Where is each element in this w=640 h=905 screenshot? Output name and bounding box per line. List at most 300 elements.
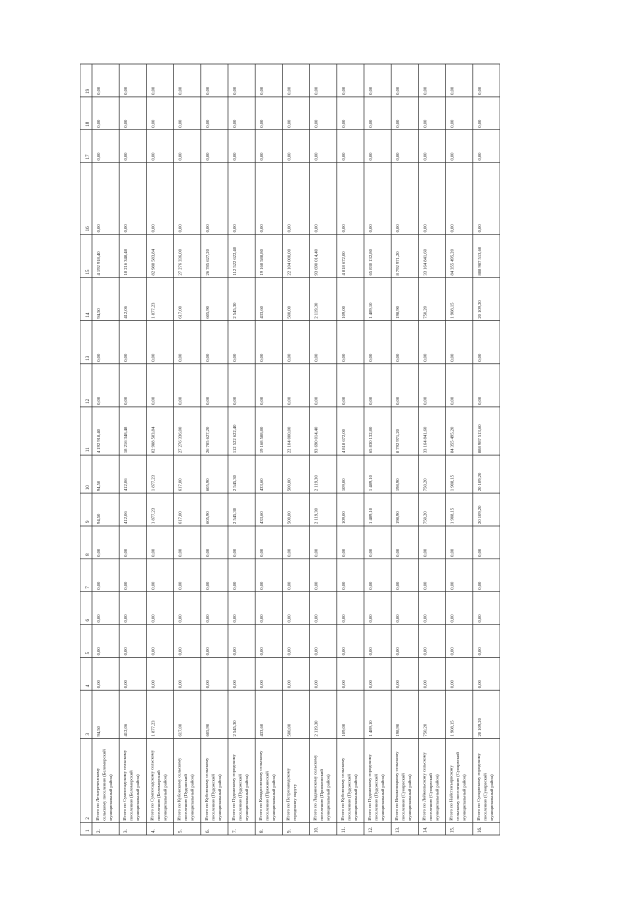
table-cell: 0,00 [177, 224, 183, 233]
table-cell: 109,00 [340, 478, 346, 492]
table-cell: 0,00 [123, 119, 129, 128]
table-cell: 0,00 [123, 86, 129, 95]
table-cell: 198,90 [395, 511, 401, 524]
table-cell: 750,20 [422, 478, 428, 492]
table-cell: 0,00 [123, 614, 129, 623]
table-cell: 0,00 [313, 152, 319, 161]
table-cell: 0,00 [204, 86, 210, 95]
table-cell: 0,00 [96, 86, 101, 95]
table-cell: 0,00 [340, 224, 346, 233]
row-number: 9. [287, 829, 293, 833]
table-cell: 0,00 [476, 396, 482, 405]
table-cell: 433,60 [259, 723, 265, 737]
table-cell: 0,00 [340, 86, 346, 95]
rotated-data-table [80, 62, 500, 837]
row-number: 4. [151, 829, 157, 833]
municipality-name: муниципальный район) [380, 774, 385, 821]
table-cell: 0,00 [96, 581, 101, 590]
table-cell: 0,00 [232, 581, 237, 590]
table-cell: 0,00 [286, 581, 292, 590]
table-cell: 0,00 [96, 353, 101, 362]
table-cell: 198,90 [395, 478, 401, 492]
table-cell: 0,00 [340, 647, 346, 656]
table-cell: 0,00 [177, 353, 183, 362]
table-cell: 0,00 [422, 396, 428, 405]
table-cell: 0,00 [422, 548, 428, 557]
table-cell: 84 355 495,20 [449, 249, 455, 276]
table-cell: 0,00 [368, 396, 373, 405]
column-number: 11 [86, 447, 91, 453]
column-number: 8 [86, 553, 91, 556]
table-cell: 22 104 000,00 [286, 426, 292, 454]
table-cell: 750,20 [422, 306, 428, 319]
municipality-name: Итого по Киндасовскому сельскому [258, 750, 264, 821]
municipality-name: поселению (Пудожский [373, 774, 379, 821]
table-cell: 0,00 [259, 680, 265, 689]
table-cell: 1 908,15 [449, 475, 455, 492]
table-cell: 0,00 [123, 152, 129, 161]
table-cell: 22 104 000,00 [286, 249, 292, 276]
table-cell: 0,00 [96, 152, 101, 161]
row-number: 15. [450, 826, 456, 833]
table-cell: 0,00 [340, 119, 346, 128]
column-number: 19 [86, 88, 91, 94]
table-cell: 750,20 [422, 723, 428, 737]
table-cell: 0,00 [150, 581, 156, 590]
table-cell: 0,00 [123, 548, 129, 557]
column-number: 16 [86, 226, 91, 232]
column-number: 12 [86, 398, 91, 404]
municipality-name: поселению (Пудожский [183, 774, 189, 821]
table-cell: 0,00 [449, 152, 455, 161]
table-cell: 1 489,10 [368, 507, 373, 524]
table-cell: 0,00 [476, 680, 482, 689]
table-cell: 0,00 [204, 353, 210, 362]
table-cell: 1 877,23 [150, 302, 156, 319]
municipality-name: муниципальный район) [407, 774, 413, 821]
table-cell: 0,00 [313, 614, 319, 623]
row-number: 11. [341, 826, 347, 833]
municipality-name: муниципальный район) [434, 774, 440, 821]
table-cell: 84 355 495,20 [449, 426, 455, 454]
municipality-name: Итого по Сумпосадскому сельскому [149, 749, 155, 821]
table-cell: 8 792 971,20 [395, 251, 401, 276]
column-number: 3 [86, 732, 91, 736]
municipality-name: поселению (Пряжинский [264, 771, 270, 821]
table-cell: 0,00 [476, 86, 482, 95]
table-cell: 33 164 841,60 [422, 249, 428, 276]
table-cell: 1 877,23 [150, 475, 156, 492]
row-number: 10. [314, 826, 320, 833]
table-cell: 0,00 [96, 548, 101, 557]
column-number: 1 [86, 829, 91, 832]
table-cell: 0,00 [177, 119, 183, 128]
table-cell: 0,00 [395, 614, 401, 623]
table-cell: 617,00 [177, 478, 183, 492]
table-cell: 0,00 [150, 647, 156, 656]
table-cell: 4 818 672,00 [340, 251, 346, 276]
table-cell: 0,00 [286, 614, 292, 623]
municipality-name: муниципальный район) [162, 774, 168, 821]
table-cell: 0,00 [150, 353, 156, 362]
table-cell: 0,00 [395, 119, 401, 128]
table-cell: 0,00 [150, 614, 156, 623]
municipality-name: Итого по Найстенъярвскому [448, 765, 454, 821]
column-number: 4 [86, 684, 91, 688]
municipality-name: муниципальный район) [244, 774, 249, 821]
table-cell: 0,00 [259, 647, 265, 656]
table-cell: 0,00 [422, 152, 428, 161]
table-cell: 0,00 [286, 647, 292, 656]
table-cell: 0,00 [96, 396, 101, 405]
table-cell: 0,00 [449, 396, 455, 405]
table-cell: 109,00 [340, 723, 346, 737]
municipality-name: муниципальный район) [461, 774, 467, 821]
table-cell: 26 785 627,20 [204, 426, 210, 454]
table-cell: 0,00 [368, 353, 373, 362]
table-cell: 0,00 [449, 647, 455, 656]
table-cell: 0,00 [177, 680, 183, 689]
table-cell: 0,00 [449, 119, 455, 128]
municipality-name: Итого по Петрозаводскому [285, 768, 291, 821]
table-cell: 0,00 [368, 119, 373, 128]
table-cell: 1 489,10 [368, 302, 373, 319]
table-cell: 93 690 014,40 [313, 249, 319, 276]
table-cell: 0,00 [96, 680, 101, 689]
municipality-name: поселению (Беломорский [128, 770, 134, 821]
table-cell: 0,00 [449, 614, 455, 623]
table-cell: 33 164 841,60 [422, 426, 428, 454]
table-cell: 0,00 [232, 396, 237, 405]
municipality-name: Итого по Пудожскому городскому [231, 754, 236, 821]
table-cell: 0,00 [395, 680, 401, 689]
table-cell: 94,50 [96, 726, 101, 737]
table-cell: 1 908,15 [449, 302, 455, 319]
municipality-name: Итого по Пудожскому городскому [367, 754, 372, 821]
table-cell: 0,00 [177, 152, 183, 161]
table-cell: 0,00 [313, 647, 319, 656]
table-cell: 500,00 [286, 478, 292, 492]
table-cell: 0,00 [395, 86, 401, 95]
table-cell: 0,00 [476, 152, 482, 161]
municipality-name: муниципальный район) [325, 774, 331, 821]
table-cell: 20 109,20 [476, 472, 482, 492]
table-cell: 0,00 [449, 548, 455, 557]
table-cell: 2 119,30 [313, 720, 319, 737]
table-cell: 0,00 [150, 680, 156, 689]
table-cell: 0,00 [123, 224, 129, 233]
table-cell: 82 988 583,84 [150, 249, 156, 276]
table-cell: 0,00 [476, 119, 482, 128]
municipality-name: Итого по Вешкелицкому сельскому [394, 751, 400, 821]
table-cell: 2 545,30 [232, 302, 237, 319]
table-cell: 0,00 [395, 581, 401, 590]
table-cell: 500,00 [286, 306, 292, 319]
table-cell: 0,00 [232, 614, 237, 623]
municipality-name: поселению (Пудожский [210, 774, 216, 821]
municipality-name: муниципальный район) [135, 774, 141, 821]
table-cell: 94,50 [96, 513, 101, 524]
table-cell: 0,00 [177, 396, 183, 405]
table-cell: 888 987 513,60 [476, 246, 482, 276]
municipality-name: поселению (Суоярвский [482, 773, 488, 821]
table-cell: 0,00 [395, 396, 401, 405]
table-cell: 0,00 [422, 680, 428, 689]
table-cell: 0,00 [368, 680, 373, 689]
table-cell: 0,00 [204, 119, 210, 128]
table-cell: 0,00 [177, 581, 183, 590]
table-grid [80, 62, 500, 837]
table-cell: 0,00 [150, 224, 156, 233]
municipality-name: муниципальный район) [271, 774, 277, 821]
table-cell: 0,00 [259, 581, 265, 590]
table-cell: 0,00 [286, 152, 292, 161]
table-cell: 0,00 [286, 353, 292, 362]
table-cell: 0,00 [123, 353, 129, 362]
table-cell: 0,00 [313, 548, 319, 557]
table-cell: 0,00 [313, 680, 319, 689]
row-number: 14. [423, 826, 429, 833]
table-cell: 0,00 [204, 614, 210, 623]
table-cell: 0,00 [204, 224, 210, 233]
column-number: 6 [86, 619, 91, 622]
municipality-name: сельскому поселению (Беломорский [101, 749, 107, 821]
table-cell: 112 522 622,40 [232, 246, 237, 276]
table-cell: 20 109,20 [476, 718, 482, 737]
table-cell: 1 489,10 [368, 475, 373, 492]
table-cell: 1 908,15 [449, 507, 455, 524]
table-cell: 0,00 [286, 680, 292, 689]
table-cell: 750,20 [422, 511, 428, 524]
table-cell: 0,00 [313, 396, 319, 405]
column-number: 2 [86, 817, 91, 820]
municipality-name: Итого по Кубовскому сельскому [203, 757, 209, 821]
table-cell: 412,06 [123, 478, 129, 492]
table-cell: 0,00 [449, 581, 455, 590]
table-cell: 0,00 [340, 548, 346, 557]
table-cell: 109,00 [340, 511, 346, 524]
table-cell: 0,00 [232, 680, 237, 689]
table-cell: 0,00 [204, 152, 210, 161]
table-cell: 1 489,10 [368, 720, 373, 737]
table-cell: 0,00 [177, 86, 183, 95]
table-cell: 888 987 513,60 [476, 424, 482, 454]
municipality-name: Итого по Суоярвскому городскому [475, 753, 481, 821]
table-cell: 433,60 [259, 306, 265, 319]
municipality-name: поселению (Беломорский [155, 770, 161, 821]
table-cell: 0,00 [259, 224, 265, 233]
municipality-name: Итого по Летнереченскому [95, 767, 100, 821]
table-cell: 0,00 [340, 353, 346, 362]
table-cell: 0,00 [395, 152, 401, 161]
table-cell: 0,00 [232, 152, 237, 161]
table-cell: 0,00 [368, 581, 373, 590]
table-cell: 412,06 [123, 723, 129, 737]
table-cell: 0,00 [476, 224, 482, 233]
table-cell: 198,90 [395, 723, 401, 737]
table-cell: 1 877,23 [150, 720, 156, 737]
table-cell: 605,90 [204, 478, 210, 492]
column-number: 10 [86, 485, 91, 491]
table-cell: 0,00 [150, 396, 156, 405]
row-number: 12. [369, 826, 374, 833]
table-cell: 0,00 [259, 152, 265, 161]
table-cell: 112 522 622,40 [232, 424, 237, 454]
table-cell: 0,00 [204, 581, 210, 590]
table-cell: 0,00 [340, 614, 346, 623]
table-cell: 2 119,30 [313, 302, 319, 319]
municipality-name: Итого по Ладвинскому сельскому [312, 754, 318, 821]
table-cell: 0,00 [286, 86, 292, 95]
table-cell: 0,00 [422, 224, 428, 233]
municipality-name: муниципальный район) [189, 774, 195, 821]
table-cell: 0,00 [177, 548, 183, 557]
table-cell: 0,00 [313, 86, 319, 95]
row-number: 6. [205, 829, 211, 833]
table-cell: 1 877,23 [150, 507, 156, 524]
municipality-name: муниципальный район) [108, 774, 113, 821]
table-cell: 2 545,30 [232, 475, 237, 492]
table-cell: 94,50 [96, 480, 101, 492]
table-cell: 0,00 [368, 548, 373, 557]
municipality-name: муниципальный район) [488, 774, 494, 821]
table-cell: 0,00 [313, 224, 319, 233]
column-number: 9 [86, 520, 91, 523]
municipality-name: городскому округу [291, 783, 297, 821]
table-cell: 2 545,30 [232, 720, 237, 737]
table-cell: 412,06 [123, 511, 129, 524]
table-cell: 0,00 [123, 581, 129, 590]
table-cell: 0,00 [96, 224, 101, 233]
table-cell: 0,00 [340, 396, 346, 405]
table-cell: 0,00 [313, 119, 319, 128]
table-cell: 0,00 [395, 548, 401, 557]
column-number: 17 [86, 154, 91, 160]
table-cell: 617,00 [177, 306, 183, 319]
table-cell: 0,00 [368, 224, 373, 233]
table-cell: 0,00 [395, 647, 401, 656]
row-number: 13. [396, 826, 402, 833]
table-cell: 0,00 [259, 353, 265, 362]
municipality-name: поселению (Суоярвский [400, 773, 406, 821]
municipality-name: муниципальный район) [352, 774, 358, 821]
table-cell: 0,00 [204, 680, 210, 689]
table-cell: 0,00 [259, 396, 265, 405]
table-cell: 0,00 [177, 647, 183, 656]
table-cell: 4 192 918,40 [96, 251, 101, 276]
table-cell: 82 988 583,84 [150, 426, 156, 454]
table-cell: 0,00 [313, 581, 319, 590]
municipality-name: поселению (Пудожский [346, 774, 352, 821]
table-cell: 0,00 [286, 396, 292, 405]
table-cell: 605,90 [204, 511, 210, 524]
municipality-name: Итого по Кубовскому сельскому [339, 757, 345, 821]
table-cell: 0,00 [449, 353, 455, 362]
table-cell: 65 830 132,80 [368, 249, 373, 276]
table-cell: 0,00 [150, 119, 156, 128]
table-cell: 26 785 627,20 [204, 249, 210, 276]
municipality-name: Итого по Лоймольскому сельскому [421, 752, 427, 821]
table-cell: 617,00 [177, 511, 183, 524]
table-cell: 18 216 348,48 [123, 249, 129, 276]
table-cell: 0,00 [259, 614, 265, 623]
table-cell: 0,00 [96, 614, 101, 623]
table-cell: 0,00 [476, 581, 482, 590]
municipality-name: поселению (Пудожский [237, 774, 243, 821]
row-number: 2. [97, 829, 102, 833]
table-cell: 18 216 348,48 [123, 426, 129, 454]
table-cell: 500,00 [286, 511, 292, 524]
table-cell: 0,00 [449, 86, 455, 95]
table-cell: 0,00 [286, 119, 292, 128]
table-cell: 27 276 336,00 [177, 426, 183, 454]
table-cell: 0,00 [340, 680, 346, 689]
table-cell: 19 168 588,80 [259, 426, 265, 454]
column-number: 5 [86, 651, 91, 655]
table-cell: 0,00 [150, 86, 156, 95]
table-cell: 0,00 [204, 647, 210, 656]
table-cell: 0,00 [96, 119, 101, 128]
table-cell: 1 908,15 [449, 720, 455, 737]
table-cell: 198,90 [395, 306, 401, 319]
table-cell: 0,00 [232, 647, 237, 656]
table-cell: 0,00 [204, 396, 210, 405]
table-cell: 2 119,30 [313, 475, 319, 492]
municipality-name: Итого по Кубовскому сельскому [176, 757, 182, 821]
table-cell: 0,00 [422, 353, 428, 362]
table-cell: 93 690 014,40 [313, 426, 319, 454]
table-cell: 2 119,30 [313, 508, 319, 524]
table-cell: 0,00 [96, 647, 101, 656]
column-number: 13 [86, 355, 91, 361]
table-cell: 0,00 [232, 119, 237, 128]
table-cell: 0,00 [395, 224, 401, 233]
table-cell: 0,00 [476, 647, 482, 656]
table-cell: 0,00 [259, 86, 265, 95]
table-cell: 2 545,30 [232, 507, 237, 524]
table-cell: 19 168 588,80 [259, 249, 265, 276]
row-number: 16. [477, 826, 483, 833]
table-cell: 500,00 [286, 723, 292, 737]
table-cell: 0,00 [340, 152, 346, 161]
table-cell: 605,90 [204, 723, 210, 737]
table-cell: 0,00 [395, 353, 401, 362]
table-cell: 0,00 [368, 647, 373, 656]
table-cell: 0,00 [259, 119, 265, 128]
row-number: 8. [260, 829, 266, 833]
table-cell: 0,00 [313, 353, 319, 362]
table-cell: 0,00 [422, 581, 428, 590]
column-number: 7 [86, 586, 91, 589]
table-cell: 20 109,20 [476, 505, 482, 524]
table-cell: 0,00 [232, 86, 237, 95]
table-cell: 65 830 132,80 [368, 426, 373, 454]
table-cell: 0,00 [368, 152, 373, 161]
table-cell: 0,00 [422, 647, 428, 656]
table-cell: 0,00 [340, 581, 346, 590]
table-cell: 20 109,20 [476, 300, 482, 319]
table-cell: 0,00 [259, 548, 265, 557]
table-cell: 0,00 [123, 680, 129, 689]
table-cell: 0,00 [422, 86, 428, 95]
table-cell: 0,00 [422, 119, 428, 128]
table-cell: 433,60 [259, 478, 265, 492]
column-number: 18 [86, 121, 91, 127]
column-number: 14 [86, 312, 91, 318]
table-cell: 0,00 [123, 396, 129, 405]
table-cell: 0,00 [232, 548, 237, 557]
table-cell: 94,50 [96, 308, 101, 319]
